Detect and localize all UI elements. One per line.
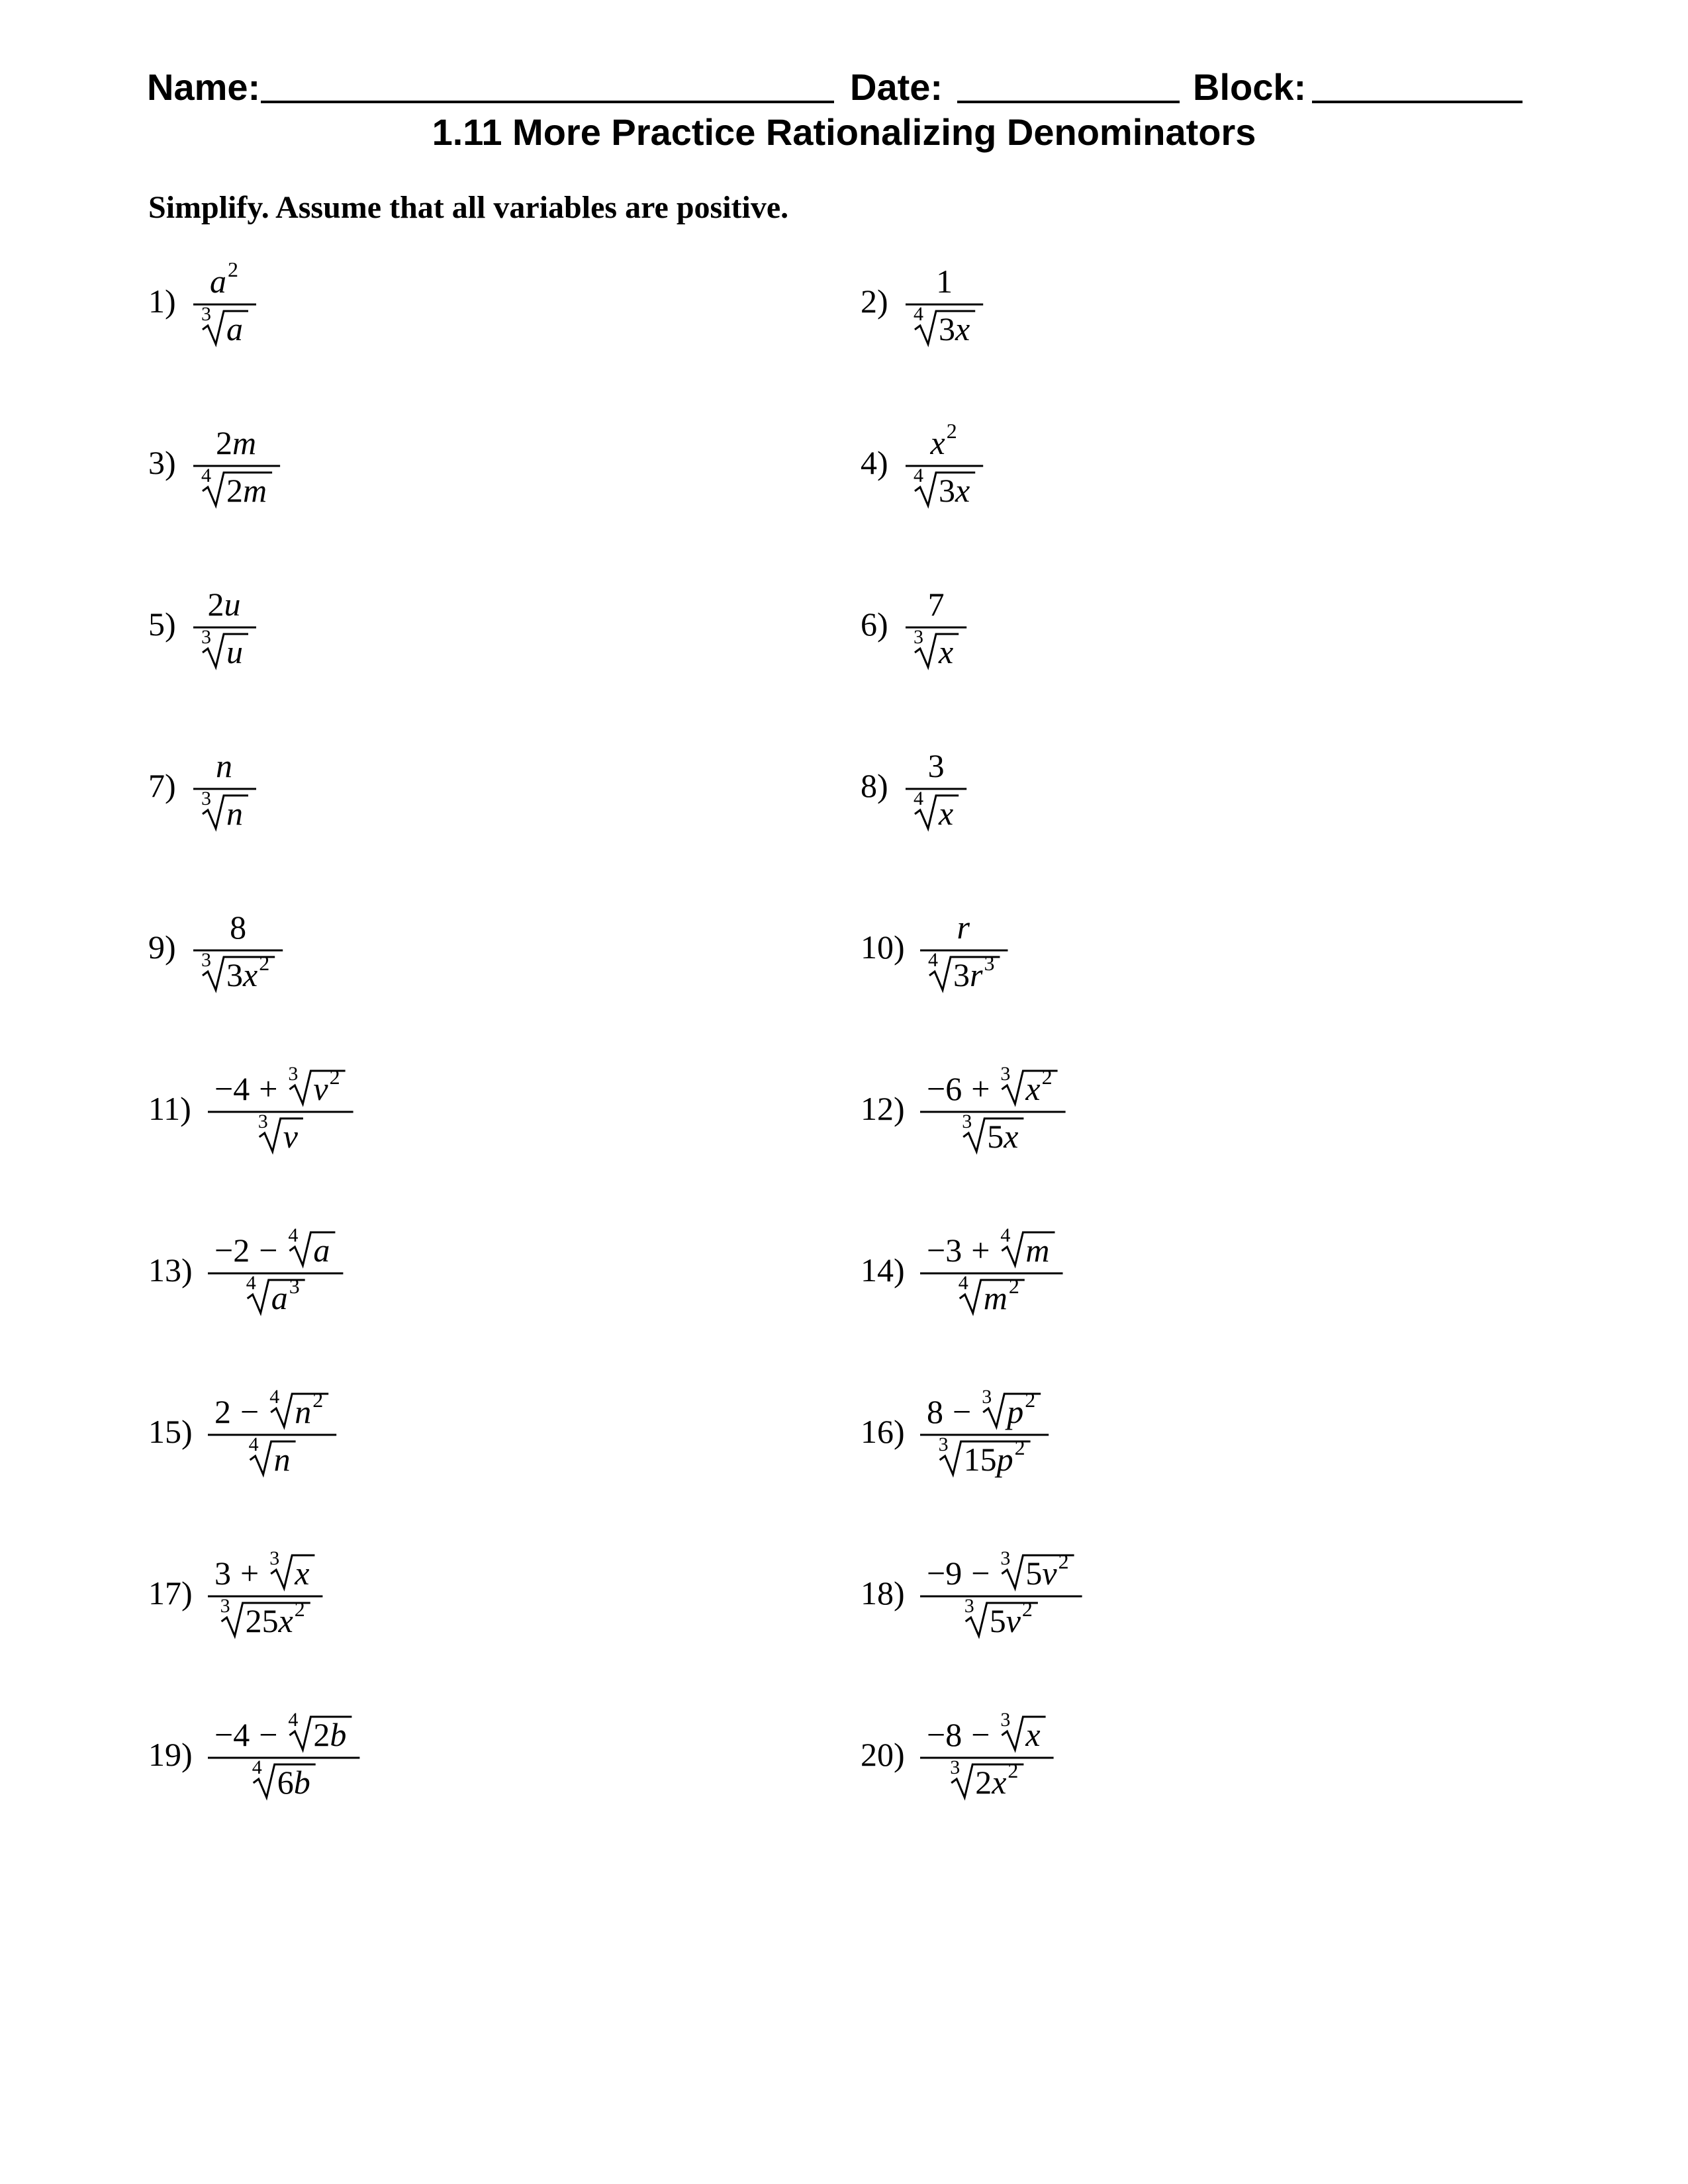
problem-number: 19) <box>148 1736 193 1773</box>
fraction-graphic <box>906 728 1316 847</box>
fraction-graphic <box>920 1212 1331 1332</box>
problem-number: 2) <box>861 283 888 320</box>
exponent: 2 <box>329 1065 340 1089</box>
date-label: Date: <box>850 66 943 108</box>
variable: p <box>1007 1393 1024 1430</box>
radical-index: 4 <box>914 465 923 486</box>
operator: + <box>971 1232 990 1269</box>
radical <box>1000 1063 1057 1107</box>
radical-index: 3 <box>938 1433 949 1455</box>
numerator <box>216 747 232 784</box>
problem-item <box>861 1697 1523 1816</box>
numerator <box>927 1224 1055 1269</box>
exponent: 2 <box>228 257 238 281</box>
fraction <box>208 1051 618 1178</box>
radical <box>959 1272 1025 1316</box>
coefficient: 2 <box>226 472 243 509</box>
variable: a <box>313 1232 330 1269</box>
numerator <box>927 1063 1058 1107</box>
problem-item <box>861 1374 1523 1493</box>
radical <box>1000 1547 1074 1592</box>
variable: v <box>283 1118 298 1155</box>
fraction <box>208 1697 618 1824</box>
radical <box>246 1272 305 1316</box>
radical <box>950 1756 1023 1801</box>
radical <box>201 303 248 347</box>
variable: n <box>226 795 243 832</box>
radical-index: 3 <box>950 1756 961 1778</box>
problem-item <box>148 567 810 686</box>
variable: x <box>295 1555 310 1592</box>
constant-term: −2 <box>214 1232 250 1269</box>
exponent: 3 <box>984 951 995 975</box>
radical <box>288 1224 335 1269</box>
fraction-graphic <box>193 567 604 686</box>
variable: x <box>992 1764 1007 1801</box>
variable: n <box>273 1441 291 1478</box>
coefficient: 5 <box>987 1118 1004 1155</box>
operator: + <box>240 1555 259 1592</box>
radical-index: 4 <box>914 788 923 809</box>
fraction <box>193 728 604 855</box>
problem-number: 7) <box>148 767 176 804</box>
fraction-graphic <box>920 1374 1331 1493</box>
coefficient: 6 <box>277 1764 294 1801</box>
operator: − <box>240 1393 259 1430</box>
coefficient: 2 <box>216 424 232 461</box>
numerator <box>208 586 241 623</box>
problem-number: 20) <box>861 1736 905 1773</box>
variable: a <box>210 263 226 300</box>
fraction <box>920 889 1331 1017</box>
denominator <box>252 1756 316 1801</box>
variable: x <box>939 795 954 832</box>
problem-item <box>148 1374 810 1493</box>
radical <box>914 626 959 670</box>
denominator <box>246 1272 305 1316</box>
variable: x <box>955 472 970 509</box>
radical-index: 4 <box>914 303 923 325</box>
exponent: 2 <box>946 419 957 443</box>
fraction <box>920 1697 1331 1824</box>
problem-item <box>861 567 1523 686</box>
variable: v <box>1042 1555 1057 1592</box>
fraction <box>208 1535 618 1662</box>
problem-number: 16) <box>861 1413 905 1450</box>
variable: x <box>930 424 945 461</box>
denominator <box>258 1111 303 1155</box>
problem-item <box>861 728 1523 847</box>
radical-index: 3 <box>201 626 211 648</box>
variable: x <box>278 1602 293 1639</box>
coefficient: 3 <box>226 956 243 993</box>
problem-number: 9) <box>148 929 176 966</box>
fraction-graphic <box>193 728 604 847</box>
radical <box>288 1063 345 1107</box>
variable: x <box>243 956 258 993</box>
radical <box>220 1595 310 1639</box>
fraction-graphic <box>920 889 1331 1009</box>
fraction-graphic <box>906 244 1316 363</box>
fraction-graphic <box>208 1535 618 1655</box>
coefficient: 8 <box>230 909 247 946</box>
variable: x <box>1025 1070 1041 1107</box>
exponent: 2 <box>259 951 270 975</box>
operator: − <box>953 1393 972 1430</box>
problem-number: 14) <box>861 1251 905 1289</box>
numerator <box>210 257 238 300</box>
variable: x <box>1025 1716 1041 1753</box>
variable: m <box>1025 1232 1050 1269</box>
fraction <box>193 244 604 371</box>
name-blank[interactable] <box>261 101 834 103</box>
numerator <box>930 419 957 461</box>
radical-index: 4 <box>252 1756 262 1778</box>
radical <box>201 788 248 832</box>
exponent: 2 <box>1014 1435 1025 1459</box>
radical <box>249 1433 296 1478</box>
radical <box>982 1386 1041 1430</box>
coefficient: 2 <box>975 1764 992 1801</box>
exponent: 2 <box>294 1597 305 1621</box>
radical-index: 4 <box>246 1272 256 1294</box>
block-blank[interactable] <box>1312 101 1523 103</box>
numerator <box>928 586 945 623</box>
problem-item <box>148 1535 810 1655</box>
variable: p <box>996 1441 1013 1478</box>
denominator <box>201 788 248 832</box>
constant-term: −4 <box>214 1070 250 1107</box>
problem-number: 13) <box>148 1251 193 1289</box>
fraction-graphic <box>193 405 604 524</box>
operator: − <box>971 1716 990 1753</box>
worksheet-title: 1.11 More Practice Rationalizing Denominators <box>432 111 1256 153</box>
constant-term: 8 <box>927 1393 943 1430</box>
variable: v <box>313 1070 328 1107</box>
denominator <box>220 1595 310 1639</box>
radical-index: 3 <box>982 1386 992 1408</box>
coefficient: 2 <box>313 1716 330 1753</box>
denominator <box>928 949 1000 993</box>
fraction <box>906 244 1316 371</box>
denominator <box>962 1111 1023 1155</box>
variable: u <box>224 586 241 623</box>
fraction-graphic <box>208 1212 618 1332</box>
numerator <box>957 909 970 946</box>
problem-number: 15) <box>148 1413 193 1450</box>
radical-index: 3 <box>201 303 211 325</box>
radical <box>939 1433 1031 1478</box>
constant-term: −3 <box>927 1232 962 1269</box>
constant-term: 3 <box>214 1555 231 1592</box>
radical-index: 3 <box>914 626 923 648</box>
denominator <box>964 1595 1038 1639</box>
problem-item <box>148 405 810 524</box>
variable: u <box>226 633 243 670</box>
exponent: 2 <box>1041 1065 1053 1089</box>
radical-index: 4 <box>1000 1224 1011 1246</box>
fraction-graphic <box>208 1374 618 1493</box>
radical <box>201 949 275 993</box>
numerator <box>928 747 945 784</box>
coefficient: 25 <box>245 1602 279 1639</box>
date-blank[interactable] <box>957 101 1180 103</box>
variable: x <box>955 310 970 347</box>
coefficient: 5 <box>1025 1555 1043 1592</box>
numerator <box>214 1547 314 1592</box>
operator: − <box>259 1716 278 1753</box>
variable: x <box>1004 1118 1019 1155</box>
exponent: 3 <box>289 1274 300 1298</box>
denominator <box>914 626 959 670</box>
fraction-graphic <box>920 1697 1331 1816</box>
denominator <box>914 303 975 347</box>
fraction <box>920 1535 1331 1662</box>
fraction <box>208 1374 618 1501</box>
radical-index: 4 <box>201 465 211 486</box>
fraction-graphic <box>208 1697 618 1816</box>
coefficient: 3 <box>939 472 955 509</box>
radical-index: 3 <box>201 788 211 809</box>
variable: n <box>295 1393 312 1430</box>
radical <box>914 303 975 347</box>
denominator <box>914 788 959 832</box>
fraction-graphic <box>193 889 604 1009</box>
problem-number: 5) <box>148 606 176 643</box>
numerator <box>927 1386 1041 1430</box>
problem-number: 12) <box>861 1090 905 1127</box>
fraction <box>906 567 1316 694</box>
problem-item <box>861 1535 1523 1655</box>
numerator <box>214 1709 352 1753</box>
denominator <box>950 1756 1023 1801</box>
exponent: 2 <box>1008 1274 1019 1298</box>
fraction-graphic <box>208 1051 618 1170</box>
problem-item <box>148 1212 810 1332</box>
name-label: Name: <box>147 66 261 108</box>
problem-number: 17) <box>148 1574 193 1612</box>
variable: r <box>957 909 970 946</box>
problem-item <box>148 889 810 1009</box>
variable: m <box>243 472 267 509</box>
denominator <box>201 949 275 993</box>
fraction <box>920 1374 1331 1501</box>
exponent: 2 <box>312 1388 324 1412</box>
denominator <box>201 465 272 509</box>
fraction-graphic <box>920 1051 1331 1170</box>
denominator <box>201 626 248 670</box>
denominator <box>939 1433 1031 1478</box>
radical-index: 4 <box>248 1433 259 1455</box>
numerator <box>214 1063 346 1107</box>
fraction-graphic <box>906 567 1316 686</box>
constant-term: −4 <box>214 1716 250 1753</box>
coefficient: 7 <box>927 586 945 623</box>
problem-number: 11) <box>148 1090 191 1127</box>
fraction <box>920 1212 1331 1340</box>
numerator <box>214 1386 328 1430</box>
operator: + <box>259 1070 278 1107</box>
problem-number: 8) <box>861 767 888 804</box>
radical-index: 3 <box>1000 1547 1011 1569</box>
operator: + <box>971 1070 990 1107</box>
radical-index: 4 <box>958 1272 968 1294</box>
coefficient: 3 <box>953 956 970 993</box>
radical <box>269 1547 314 1592</box>
problem-number: 10) <box>861 929 905 966</box>
coefficient: 3 <box>927 747 945 784</box>
radical <box>928 949 1000 993</box>
radical-index: 3 <box>269 1547 280 1569</box>
problem-item <box>861 1212 1523 1332</box>
exponent: 2 <box>1025 1388 1036 1412</box>
radical <box>914 788 959 832</box>
exponent: 2 <box>1008 1758 1019 1782</box>
problem-number: 6) <box>861 606 888 643</box>
radical <box>269 1386 328 1430</box>
problem-item <box>148 244 810 363</box>
operator: − <box>259 1232 278 1269</box>
radical <box>1000 1224 1055 1269</box>
variable: m <box>232 424 257 461</box>
radical <box>201 465 272 509</box>
problem-number: 4) <box>861 444 888 481</box>
coefficient: 2 <box>207 586 224 623</box>
fraction <box>906 405 1316 532</box>
problem-item <box>861 889 1523 1009</box>
radical <box>1000 1709 1045 1753</box>
variable: b <box>293 1764 310 1801</box>
numerator <box>230 909 246 946</box>
variable: a <box>226 310 243 347</box>
problem-number: 3) <box>148 444 176 481</box>
problem-item <box>861 405 1523 524</box>
variable: a <box>271 1279 288 1316</box>
numerator <box>216 424 256 461</box>
fraction <box>906 728 1316 855</box>
problem-number: 1) <box>148 283 176 320</box>
problem-item <box>148 1697 810 1816</box>
radical-index: 3 <box>1000 1709 1011 1731</box>
radical <box>914 465 975 509</box>
radical <box>288 1709 352 1753</box>
problem-item <box>861 1051 1523 1170</box>
instructions: Simplify. Assume that all variables are positive. <box>148 190 789 225</box>
numerator <box>927 1547 1074 1592</box>
block-label: Block: <box>1193 66 1307 108</box>
variable: b <box>330 1716 347 1753</box>
variable: m <box>983 1279 1008 1316</box>
fraction-graphic <box>906 405 1316 524</box>
fraction <box>193 889 604 1017</box>
coefficient: 15 <box>963 1441 997 1478</box>
numerator <box>927 1709 1046 1753</box>
denominator <box>201 303 248 347</box>
denominator <box>959 1272 1025 1316</box>
constant-term: 2 <box>214 1393 231 1430</box>
numerator <box>936 263 953 300</box>
problem-number: 18) <box>861 1574 905 1612</box>
radical-index: 4 <box>269 1386 280 1408</box>
exponent: 2 <box>1058 1549 1069 1573</box>
fraction-graphic <box>920 1535 1331 1655</box>
coefficient: 1 <box>936 263 953 300</box>
exponent: 2 <box>1021 1597 1033 1621</box>
radical-index: 3 <box>220 1595 230 1617</box>
radical <box>252 1756 316 1801</box>
problem-item <box>148 1051 810 1170</box>
radical-index: 3 <box>1000 1063 1011 1085</box>
variable: r <box>970 956 983 993</box>
operator: − <box>971 1555 990 1592</box>
constant-term: −6 <box>927 1070 962 1107</box>
radical-index: 3 <box>964 1595 974 1617</box>
problem-item <box>861 244 1523 363</box>
coefficient: 3 <box>939 310 955 347</box>
fraction <box>193 405 604 532</box>
fraction <box>920 1051 1331 1178</box>
radical-index: 3 <box>962 1111 972 1132</box>
problem-item <box>148 728 810 847</box>
radical-index: 4 <box>928 949 938 971</box>
constant-term: −8 <box>927 1716 962 1753</box>
variable: v <box>1006 1602 1021 1639</box>
denominator <box>249 1433 296 1478</box>
radical-index: 4 <box>288 1709 299 1731</box>
numerator <box>214 1224 335 1269</box>
radical-index: 3 <box>201 949 211 971</box>
radical-index: 3 <box>258 1111 268 1132</box>
radical <box>964 1595 1038 1639</box>
radical <box>201 626 248 670</box>
variable: x <box>939 633 954 670</box>
coefficient: 5 <box>989 1602 1006 1639</box>
denominator <box>914 465 975 509</box>
radical <box>258 1111 303 1155</box>
constant-term: −9 <box>927 1555 962 1592</box>
variable: n <box>216 747 232 784</box>
fraction <box>208 1212 618 1340</box>
fraction-graphic <box>193 244 604 363</box>
radical <box>962 1111 1023 1155</box>
radical-index: 3 <box>288 1063 299 1085</box>
radical-index: 4 <box>288 1224 299 1246</box>
fraction <box>193 567 604 694</box>
